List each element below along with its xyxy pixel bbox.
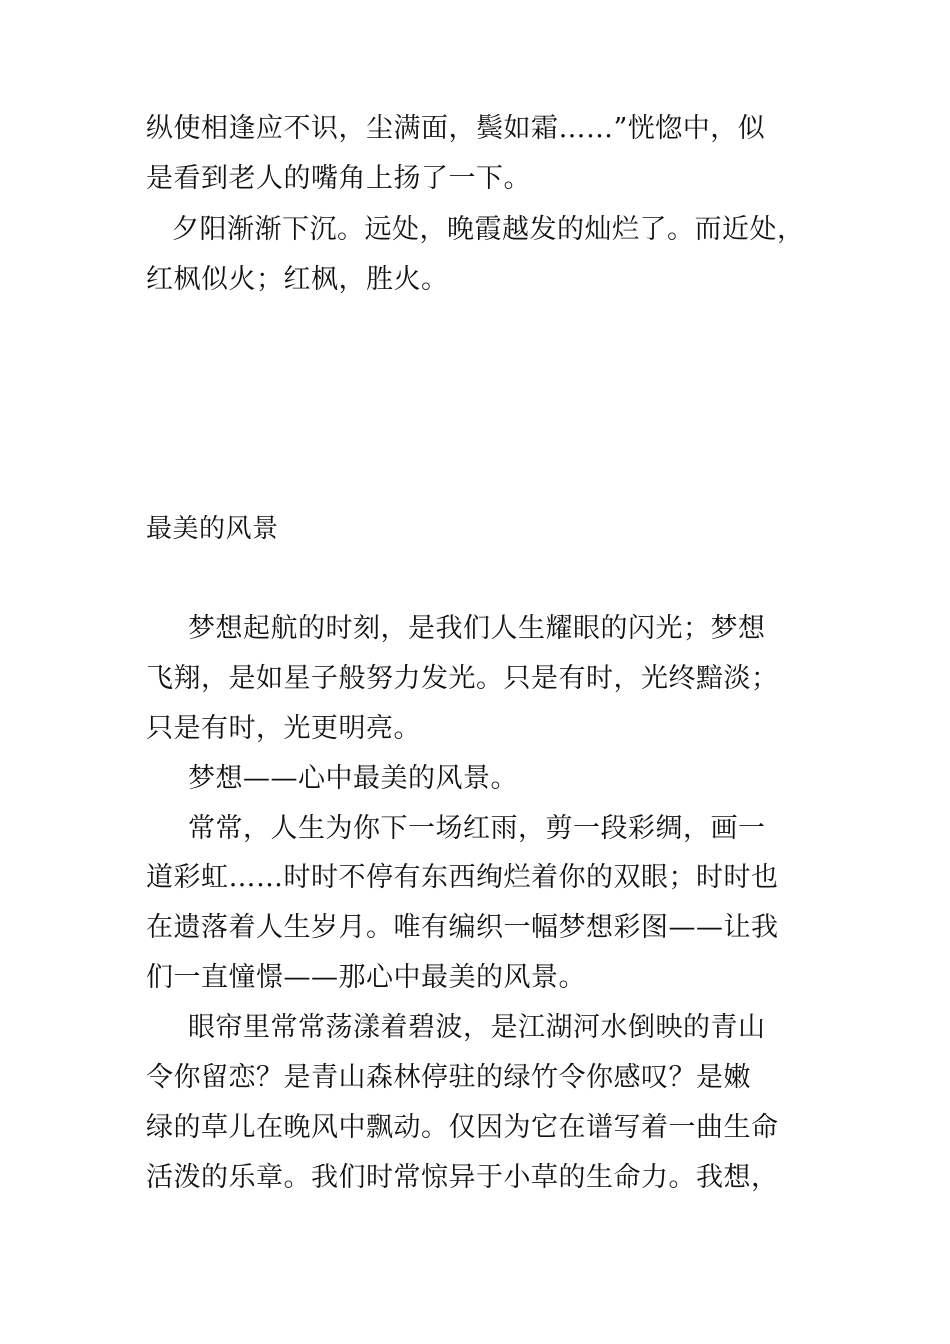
text-line: 梦想——心中最美的风景。 xyxy=(188,763,518,794)
text-line: 是看到老人的嘴角上扬了一下。 xyxy=(146,163,531,194)
text-line: 纵使相逢应不识，尘满面，鬓如霜……”恍惚中，似 xyxy=(146,113,766,144)
text-line: 们一直憧憬——那心中最美的风景。 xyxy=(146,962,586,993)
text-line: 红枫似火；红枫，胜火。 xyxy=(146,264,449,295)
text-line: 只是有时，光更明亮。 xyxy=(146,713,421,744)
text-line: 令你留恋？是青山森林停驻的绿竹令你感叹？是嫩 xyxy=(146,1062,751,1093)
text-line: 活泼的乐章。我们时常惊异于小草的生命力。我想， xyxy=(146,1162,779,1193)
text-line: 梦想起航的时刻，是我们人生耀眼的闪光；梦想 xyxy=(188,613,766,644)
text-line: 飞翔，是如星子般努力发光。只是有时，光终黯淡； xyxy=(146,663,779,694)
text-line: 道彩虹……时时不停有东西绚烂着你的双眼；时时也 xyxy=(146,862,779,893)
text-line: 在遗落着人生岁月。唯有编织一幅梦想彩图——让我 xyxy=(146,912,779,943)
text-line: 眼帘里常常荡漾着碧波，是江湖河水倒映的青山 xyxy=(188,1012,766,1043)
section-title: 最美的风景 xyxy=(146,514,279,544)
text-line: 绿的草儿在晚风中飘动。仅因为它在谱写着一曲生命 xyxy=(146,1112,779,1143)
text-line: 常常，人生为你下一场红雨，剪一段彩绸，画一 xyxy=(188,813,766,844)
text-line: 夕阳渐渐下沉。远处，晚霞越发的灿烂了。而近处， xyxy=(172,214,805,245)
